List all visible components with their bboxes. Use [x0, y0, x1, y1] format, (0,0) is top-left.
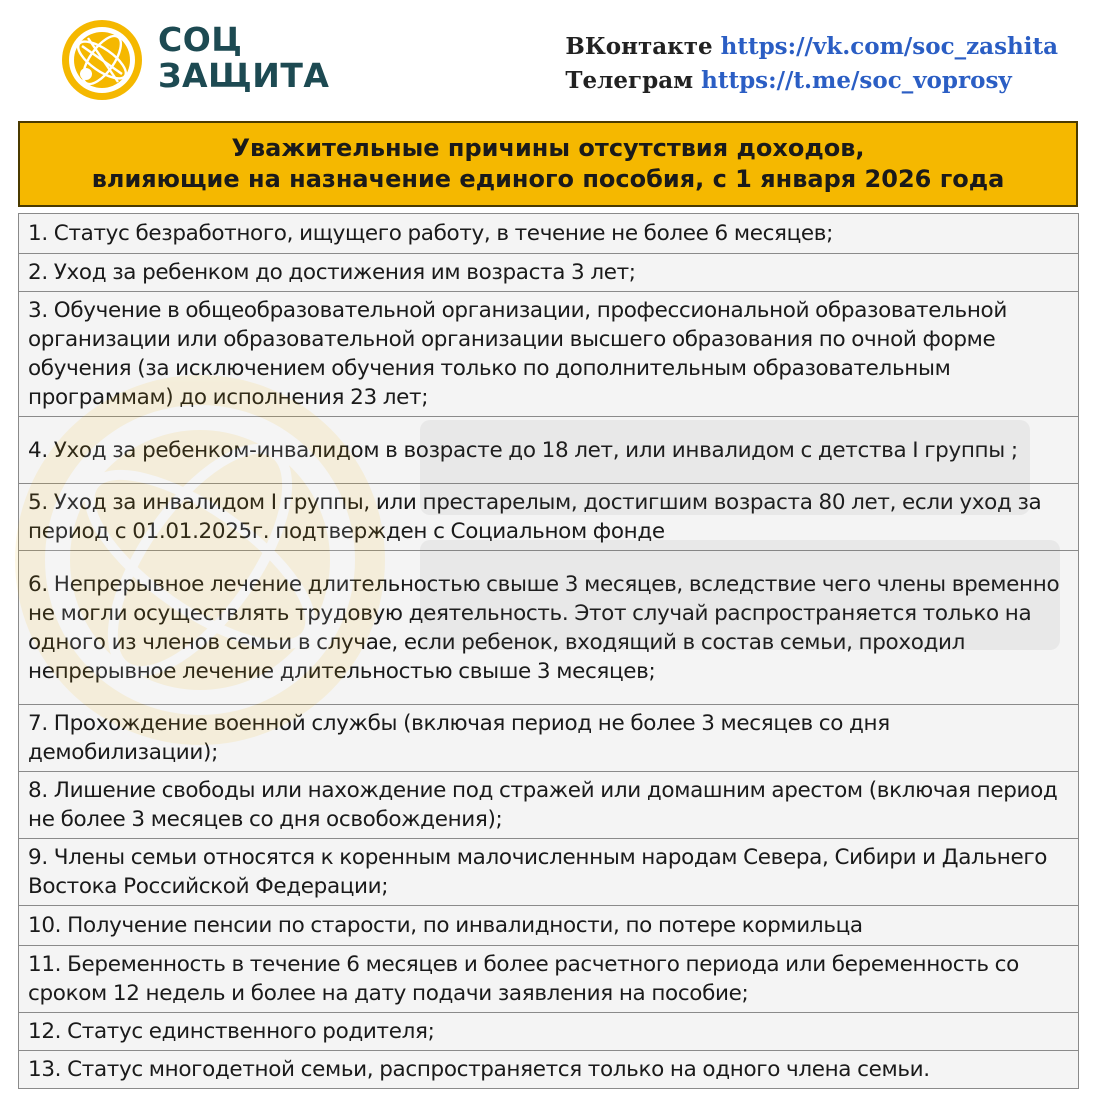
title-line-2: влияющие на назначение единого пособия, с 1 января 2026 года: [91, 165, 1005, 193]
logo-line-1: СОЦ: [158, 20, 243, 59]
list-item: 9. Члены семьи относятся к коренным малочисленным народам Севера, Сибири и Дальнего Востока Российской Федерации;: [18, 839, 1079, 906]
list-item: 2. Уход за ребенком до достижения им возраста 3 лет;: [18, 254, 1079, 292]
list-item: 1. Статус безработного, ищущего работу, в течение не более 6 месяцев;: [18, 214, 1079, 254]
social-links: [565, 30, 1058, 98]
title-line-1: Уважительные причины отсутствия доходов,: [231, 134, 865, 162]
title-banner: [18, 121, 1078, 207]
list-item: 10. Получение пенсии по старости, по инвалидности, по потере кормильца: [18, 906, 1079, 946]
header: [0, 0, 1096, 118]
list-item: 6. Непрерывное лечение длительностью свыше 3 месяцев, вследствие чего члены временно не могли осуществлять трудовую деятельность. Этот случай распространяется только на одного из членов семьи в случае, если ребенок, входящий в состав семьи, проходил непрерывное лечение длительностью свыше 3 месяцев;: [18, 551, 1079, 705]
list-item: 3. Обучение в общеобразовательной организации, профессиональной образовательной организации или образовательной организации высшего образования по очной форме обучения (за исключением обучения только по дополнительным образовательным программам) до исполнения 23 лет;: [18, 292, 1079, 417]
social-link-telegram[interactable]: https://t.me/soc_voprosy: [701, 67, 1012, 94]
social-label-vk: ВКонтакте: [565, 33, 713, 60]
logo-text: [158, 22, 329, 94]
list-item: 12. Статус единственного родителя;: [18, 1013, 1079, 1051]
list-item: 4. Уход за ребенком-инвалидом в возрасте до 18 лет, или инвалидом с детства I группы ;: [18, 417, 1079, 484]
social-label-telegram: Телеграм: [565, 67, 694, 94]
list-item: 7. Прохождение военной службы (включая период не более 3 месяцев со дня демобилизации);: [18, 705, 1079, 772]
reasons-list: [18, 213, 1079, 1089]
list-item: 8. Лишение свободы или нахождение под стражей или домашним арестом (включая период не более 3 месяцев со дня освобождения);: [18, 772, 1079, 839]
social-row-vk: [565, 30, 1058, 64]
logo-line-2: ЗАЩИТА: [158, 56, 330, 95]
globe-logo-icon: [60, 18, 144, 102]
list-item: 11. Беременность в течение 6 месяцев и более расчетного периода или беременность со сроком 12 недель и более на дату подачи заявления на пособие;: [18, 946, 1079, 1013]
list-item: 13. Статус многодетной семьи, распространяется только на одного члена семьи.: [18, 1051, 1079, 1089]
social-row-telegram: [565, 64, 1058, 98]
social-link-vk[interactable]: https://vk.com/soc_zashita: [720, 33, 1058, 60]
list-item: 5. Уход за инвалидом I группы, или престарелым, достигшим возраста 80 лет, если уход за период с 01.01.2025г. подтвержден с Социальном фонде: [18, 484, 1079, 551]
